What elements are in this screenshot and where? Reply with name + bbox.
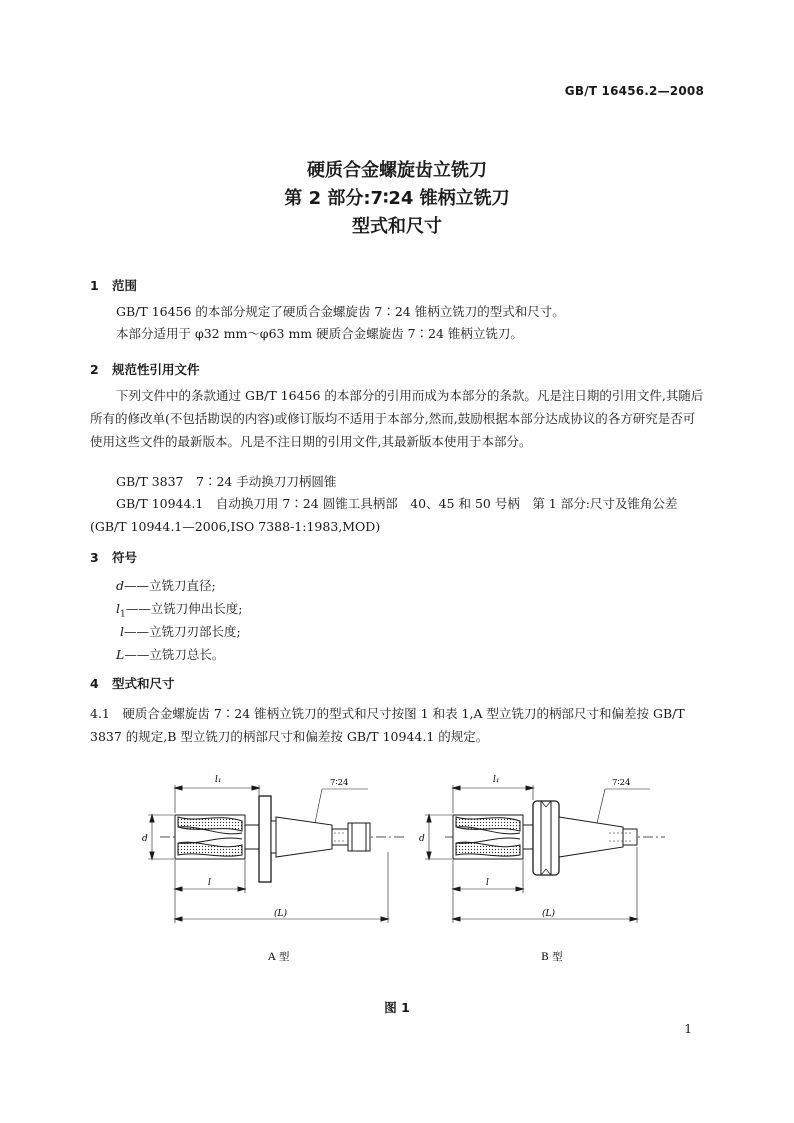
type-a-label-taper: 7∶24 (330, 778, 349, 788)
section-4-para-1: 4.1 硬质合金螺旋齿 7∶24 锥柄立铣刀的型式和尺寸按图 1 和表 1,A 型立铣刀的柄部尺寸和偏差按 GB/T 3837 的规定,B 型立铣刀的柄部尺寸和偏差按 GB/T 10944.1 的规定。 (90, 706, 685, 744)
type-b-caption: B 型 (541, 951, 563, 963)
standard-code: GB/T 16456.2—2008 (564, 84, 704, 98)
section-2-ref-2: GB/T 10944.1 自动换刀用 7∶24 圆锥工具柄部 40、45 和 50 号柄 第 1 部分:尺寸及锥角公差(GB/T 10944.1—2006,ISO 7388-1:1983,MOD) (90, 496, 678, 534)
section-1-para-1: GB/T 16456 的本部分规定了硬质合金螺旋齿 7∶24 锥柄立铣刀的型式和尺寸。 (116, 304, 565, 319)
section-2-ref-1: GB/T 3837 7∶24 手动换刀刀柄圆锥 (116, 474, 337, 489)
symbol-l1: $l_1——$立铣刀伸出长度; (116, 601, 243, 620)
title-line-3: 型式和尺寸 (352, 216, 442, 237)
section-2-heading: 2 规范性引用文件 (90, 362, 200, 377)
type-a-label-l: l (208, 878, 211, 888)
type-a-drawing (148, 785, 405, 923)
section-4-heading: 4 型式和尺寸 (90, 676, 175, 691)
type-a-label-d: d (142, 834, 148, 844)
type-b-label-l1: l₁ (493, 775, 500, 785)
section-3-heading: 3 符号 (90, 550, 138, 565)
type-a-label-l1: l₁ (215, 775, 222, 785)
symbol-d: d——立铣刀直径; (116, 578, 216, 593)
section-1-heading: 1 范围 (90, 278, 138, 293)
figure-caption: 图 1 (384, 1000, 410, 1015)
type-b-label-l: l (486, 878, 489, 888)
type-a-caption: A 型 (268, 951, 290, 963)
figure-1-drawing (90, 755, 710, 970)
symbol-l: l——立铣刀刃部长度; (120, 624, 241, 639)
page-number: 1 (684, 1022, 692, 1036)
type-b-label-L: (L) (542, 909, 555, 919)
title-line-2: 第 2 部分:7∶24 锥柄立铣刀 (284, 188, 510, 209)
symbol-L: L——立铣刀总长。 (116, 647, 225, 662)
type-b-label-taper: 7∶24 (612, 778, 631, 788)
section-1-para-2: 本部分适用于 φ32 mm～φ63 mm 硬质合金螺旋齿 7∶24 锥柄立铣刀。 (116, 326, 523, 341)
type-a-label-L: (L) (274, 909, 287, 919)
section-2-para-1: 下列文件中的条款通过 GB/T 16456 的本部分的引用而成为本部分的条款。凡是注日期的引用文件,其随后所有的修改单(不包括勘误的内容)或修订版均不适用于本部分,然而,鼓励根据本部分达成协议的各方研究是否可使用这些文件的最新版本。凡是不注日期的引用文件,其最新版本使用于本部分。 (90, 388, 704, 449)
type-b-drawing (425, 785, 665, 923)
title-line-1: 硬质合金螺旋齿立铣刀 (307, 160, 487, 181)
type-b-label-d: d (419, 834, 425, 844)
